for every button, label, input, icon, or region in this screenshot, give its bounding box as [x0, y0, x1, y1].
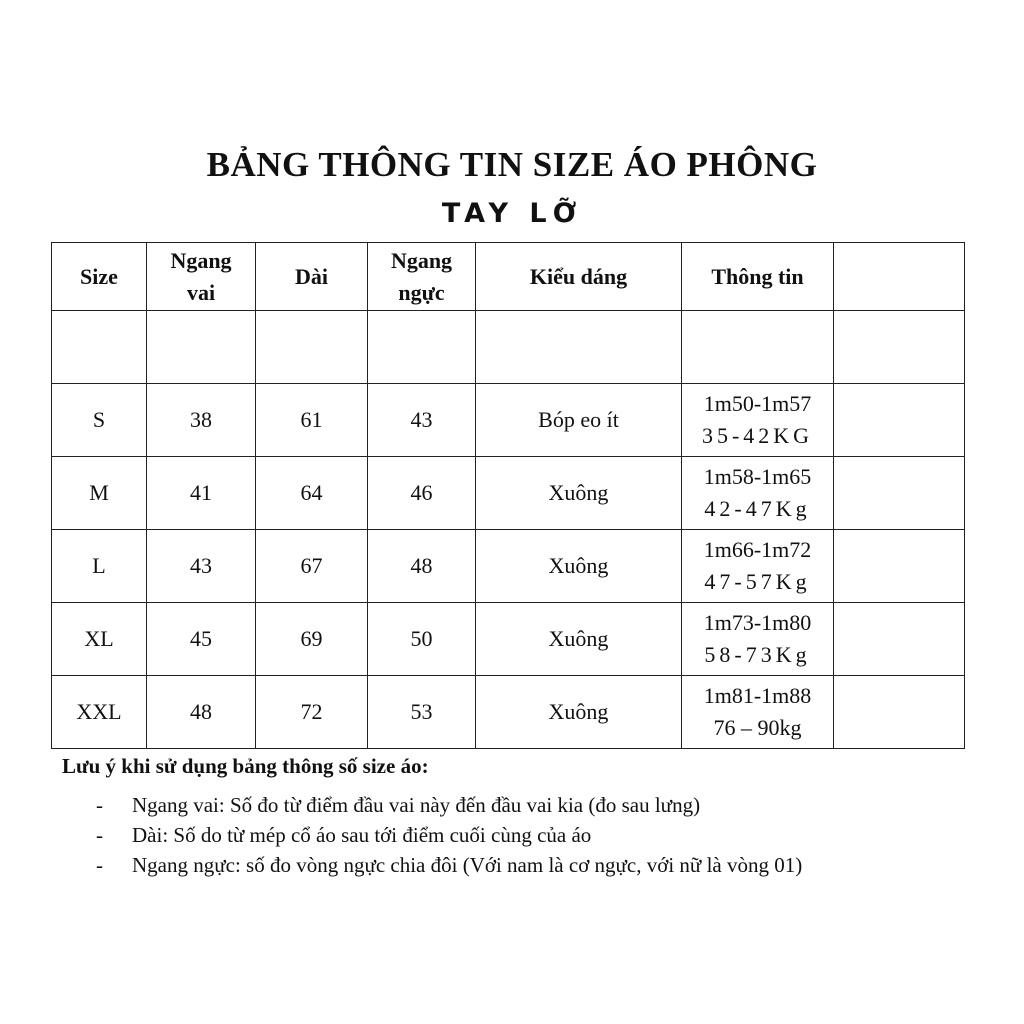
cell-thong-tin	[682, 457, 834, 530]
cell-size: XXL	[52, 676, 147, 749]
table-row	[52, 384, 965, 457]
cell-kieu-dang: Xuông	[476, 603, 682, 676]
note-text: Dài: Số do từ mép cổ áo sau tới điểm cuối cùng của áo	[132, 823, 592, 847]
blank-cell	[682, 311, 834, 384]
cell-thong-tin	[682, 676, 834, 749]
blank-cell	[52, 311, 147, 384]
notes-list	[62, 790, 1002, 880]
table-row	[52, 530, 965, 603]
page-title: BẢNG THÔNG TIN SIZE ÁO PHÔNG	[206, 145, 818, 184]
cell-empty	[834, 603, 965, 676]
cell-ngang-nguc: 50	[368, 603, 476, 676]
header-ngang-nguc	[368, 243, 476, 311]
blank-cell	[147, 311, 256, 384]
header-thong-tin: Thông tin	[682, 243, 834, 311]
cell-dai: 64	[256, 457, 368, 530]
header-kieu-dang: Kiểu dáng	[476, 243, 682, 311]
bullet-dash: -	[96, 853, 103, 877]
cell-ngang-nguc: 43	[368, 384, 476, 457]
cell-chieu-cao: 1m58-1m65	[703, 464, 812, 489]
cell-thong-tin	[682, 603, 834, 676]
cell-empty	[834, 530, 965, 603]
cell-ngang-vai: 45	[147, 603, 256, 676]
table-row	[52, 676, 965, 749]
cell-ngang-vai: 41	[147, 457, 256, 530]
notes-heading: Lưu ý khi sử dụng bảng thông số size áo:	[62, 754, 429, 778]
cell-ngang-vai: 43	[147, 530, 256, 603]
header-ngang-vai-line1: Ngang	[170, 247, 232, 273]
header-ngang-vai	[147, 243, 256, 311]
cell-thong-tin	[682, 384, 834, 457]
cell-can-nang: 47-57Kg	[704, 569, 811, 594]
page-subtitle: TAY LỠ	[441, 198, 583, 229]
header-dai: Dài	[256, 243, 368, 311]
cell-size: S	[52, 384, 147, 457]
list-item	[62, 850, 1002, 880]
cell-can-nang: 42-47Kg	[704, 496, 811, 521]
bullet-dash: -	[96, 823, 103, 847]
notes-section	[62, 752, 1002, 880]
cell-kieu-dang: Xuông	[476, 457, 682, 530]
cell-ngang-nguc: 48	[368, 530, 476, 603]
note-text: Ngang ngực: số đo vòng ngực chia đôi (Với nam là cơ ngực, với nữ là vòng 01)	[132, 853, 803, 877]
cell-dai: 69	[256, 603, 368, 676]
cell-ngang-nguc: 46	[368, 457, 476, 530]
cell-dai: 67	[256, 530, 368, 603]
blank-cell	[834, 311, 965, 384]
bullet-dash: -	[96, 793, 103, 817]
cell-chieu-cao: 1m73-1m80	[703, 610, 812, 635]
list-item	[62, 820, 1002, 850]
cell-size: L	[52, 530, 147, 603]
table-blank-row	[52, 311, 965, 384]
cell-ngang-vai: 38	[147, 384, 256, 457]
cell-chieu-cao: 1m81-1m88	[703, 683, 812, 708]
list-item	[62, 790, 1002, 820]
cell-empty	[834, 457, 965, 530]
cell-can-nang: 35-42KG	[701, 423, 814, 448]
size-table	[51, 242, 965, 749]
cell-can-nang: 58-73Kg	[704, 642, 811, 667]
cell-dai: 61	[256, 384, 368, 457]
header-ngang-vai-line2: vai	[186, 279, 216, 305]
cell-chieu-cao: 1m50-1m57	[703, 391, 812, 416]
note-text: Ngang vai: Số đo từ điểm đầu vai này đến đầu vai kia (đo sau lưng)	[132, 793, 701, 817]
header-empty	[834, 243, 965, 311]
cell-chieu-cao: 1m66-1m72	[703, 537, 812, 562]
cell-dai: 72	[256, 676, 368, 749]
blank-cell	[256, 311, 368, 384]
header-ngang-nguc-line1: Ngang	[390, 247, 453, 273]
table-row	[52, 603, 965, 676]
cell-size: XL	[52, 603, 147, 676]
cell-ngang-vai: 48	[147, 676, 256, 749]
cell-size: M	[52, 457, 147, 530]
cell-kieu-dang: Bóp eo ít	[476, 384, 682, 457]
cell-thong-tin	[682, 530, 834, 603]
header-size: Size	[52, 243, 147, 311]
cell-ngang-nguc: 53	[368, 676, 476, 749]
cell-empty	[834, 384, 965, 457]
blank-cell	[476, 311, 682, 384]
cell-can-nang: 76 – 90kg	[713, 715, 802, 740]
blank-cell	[368, 311, 476, 384]
cell-kieu-dang: Xuông	[476, 676, 682, 749]
cell-kieu-dang: Xuông	[476, 530, 682, 603]
cell-empty	[834, 676, 965, 749]
table-header-row	[52, 243, 965, 311]
table-row	[52, 457, 965, 530]
header-ngang-nguc-line2: ngực	[398, 279, 445, 305]
